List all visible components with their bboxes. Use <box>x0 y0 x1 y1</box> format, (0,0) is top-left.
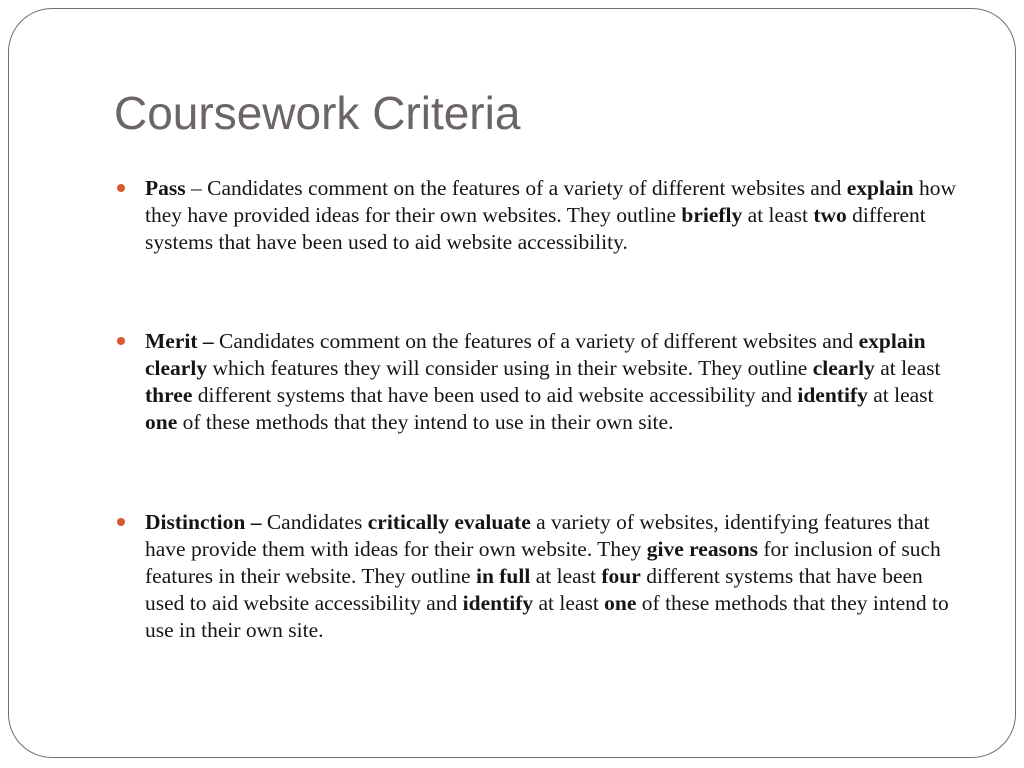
body-text: at least <box>533 591 605 615</box>
emphasis-text: clearly <box>812 356 875 380</box>
emphasis-text: one <box>145 410 178 434</box>
body-text: at least <box>874 356 941 380</box>
body-text: at least <box>742 203 814 227</box>
body-text: different systems that have been used to aid website accessibility and <box>145 564 923 615</box>
grade-dash: – <box>185 176 202 200</box>
slide-title: Coursework Criteria <box>114 87 521 139</box>
grade-label: Distinction – <box>145 510 262 534</box>
grade-label: Pass <box>145 176 186 200</box>
criteria-text-merit <box>145 328 967 436</box>
bullet-dot-icon <box>117 518 125 526</box>
emphasis-text: explain <box>846 176 914 200</box>
body-text: of these methods that they intend to use in their own site. <box>145 591 949 642</box>
emphasis-text: identify <box>797 383 868 407</box>
criteria-text-distinction <box>145 509 967 644</box>
criteria-item-distinction <box>117 509 967 644</box>
body-text: for inclusion of such features in their website. They outline <box>145 537 941 588</box>
body-text: different systems that have been used to aid website accessibility. <box>145 203 926 254</box>
slide-frame <box>8 8 1016 758</box>
criteria-item-merit <box>117 328 967 436</box>
criteria-text-pass <box>145 175 967 256</box>
emphasis-text: critically evaluate <box>367 510 531 534</box>
body-text: which features they will consider using in their website. They outline <box>207 356 813 380</box>
body-text: how they have provided ideas for their own websites. They outline <box>145 176 957 227</box>
criteria-item-pass <box>117 175 967 256</box>
emphasis-text: identify <box>462 591 534 615</box>
body-text: Candidates comment on the features of a variety of different websites and <box>201 176 847 200</box>
body-text: of these methods that they intend to use in their own site. <box>177 410 674 434</box>
emphasis-text: in full <box>475 564 531 588</box>
emphasis-text: give reasons <box>646 537 759 561</box>
emphasis-text: briefly <box>681 203 743 227</box>
bullet-dot-icon <box>117 337 125 345</box>
body-text: different systems that have been used to aid website accessibility and <box>192 383 798 407</box>
body-text: Candidates comment on the features of a variety of different websites and <box>213 329 859 353</box>
grade-label: Merit – <box>145 329 214 353</box>
body-text: at least <box>530 564 602 588</box>
body-text: Candidates <box>261 510 368 534</box>
body-text: at least <box>867 383 934 407</box>
emphasis-text: one <box>604 591 637 615</box>
emphasis-text: three <box>145 383 193 407</box>
emphasis-text: four <box>601 564 641 588</box>
emphasis-text: explain clearly <box>145 329 926 380</box>
emphasis-text: two <box>813 203 847 227</box>
body-text: a variety of websites, identifying features that have provide them with ideas for their own website. They <box>145 510 930 561</box>
bullet-dot-icon <box>117 184 125 192</box>
